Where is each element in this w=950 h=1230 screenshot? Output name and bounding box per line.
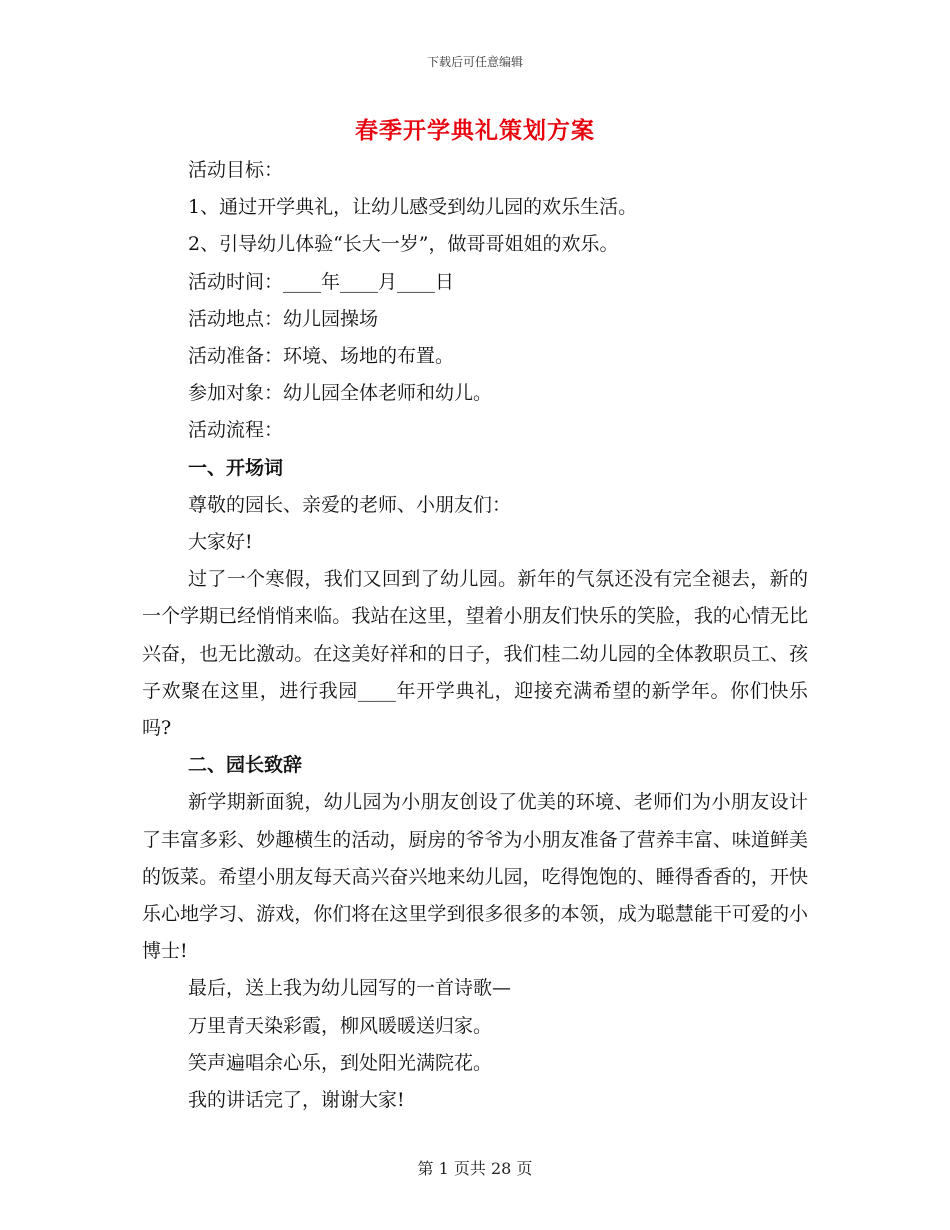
goal-item-2: 2、引导幼儿体验“长大一岁”，做哥哥姐姐的欢乐。 bbox=[188, 233, 619, 256]
page-header-note: 下载后可任意编辑 bbox=[426, 55, 523, 69]
activity-preparation: 活动准备：环境、场地的布置。 bbox=[188, 345, 455, 368]
goal-item-1: 1、通过开学典礼，让幼儿感受到幼儿园的欢乐生活。 bbox=[188, 196, 638, 219]
poem-line-1: 万里青天染彩霞，柳风暖暖送归家。 bbox=[188, 1014, 493, 1037]
section-heading-principal-speech: 二、园长致辞 bbox=[188, 754, 303, 777]
poem-line-2: 笑声遍唱余心乐，到处阳光满院花。 bbox=[188, 1051, 493, 1074]
closing-line-2: 我的讲话完了，谢谢大家! bbox=[188, 1089, 405, 1112]
activity-location: 活动地点：幼儿园操场 bbox=[188, 307, 379, 330]
speech-paragraph: 新学期新面貌，幼儿园为小朋友创设了优美的环境、老师们为小朋友设计了丰富多彩、妙趣横生的活动，厨房的爷爷为小朋友准备了营养丰富、味道鲜美的饭菜。希望小朋友每天高兴奋兴地来幼儿园，吃得饱饱的、睡得香香的，开快乐心地学习、游戏，你们将在这里学到很多很多的本领，成为聪慧能干可爱的小博士! bbox=[142, 791, 808, 963]
activity-process-label: 活动流程： bbox=[188, 419, 284, 442]
activity-goal-label: 活动目标： bbox=[188, 159, 284, 181]
participants: 参加对象：幼儿园全体老师和幼儿。 bbox=[188, 382, 493, 405]
page-number: 第 1 页共 28 页 bbox=[417, 1159, 533, 1178]
opening-paragraph: 过了一个寒假，我们又回到了幼儿园。新年的气氛还没有完全褪去，新的一个学期已经悄悄来临。我站在这里，望着小朋友们快乐的笑脸，我的心情无比兴奋，也无比激动。在这美好祥和的日子，我们桂二幼儿园的全体教职员工、孩子欢聚在这里，进行我园____年开学典礼，迎接充满希望的新学年。你们快乐吗? bbox=[142, 568, 808, 740]
activity-time: 活动时间：____年____月____日 bbox=[188, 270, 455, 293]
document-title: 春季开学典礼策划方案 bbox=[355, 117, 595, 144]
closing-line-1: 最后，送上我为幼儿园写的一首诗歌— bbox=[188, 977, 512, 1000]
section-heading-opening: 一、开场词 bbox=[188, 456, 284, 479]
greeting-line: 尊敬的园长、亲爱的老师、小朋友们： bbox=[188, 493, 512, 516]
document-body bbox=[142, 152, 808, 1119]
hello-line: 大家好! bbox=[188, 531, 253, 554]
